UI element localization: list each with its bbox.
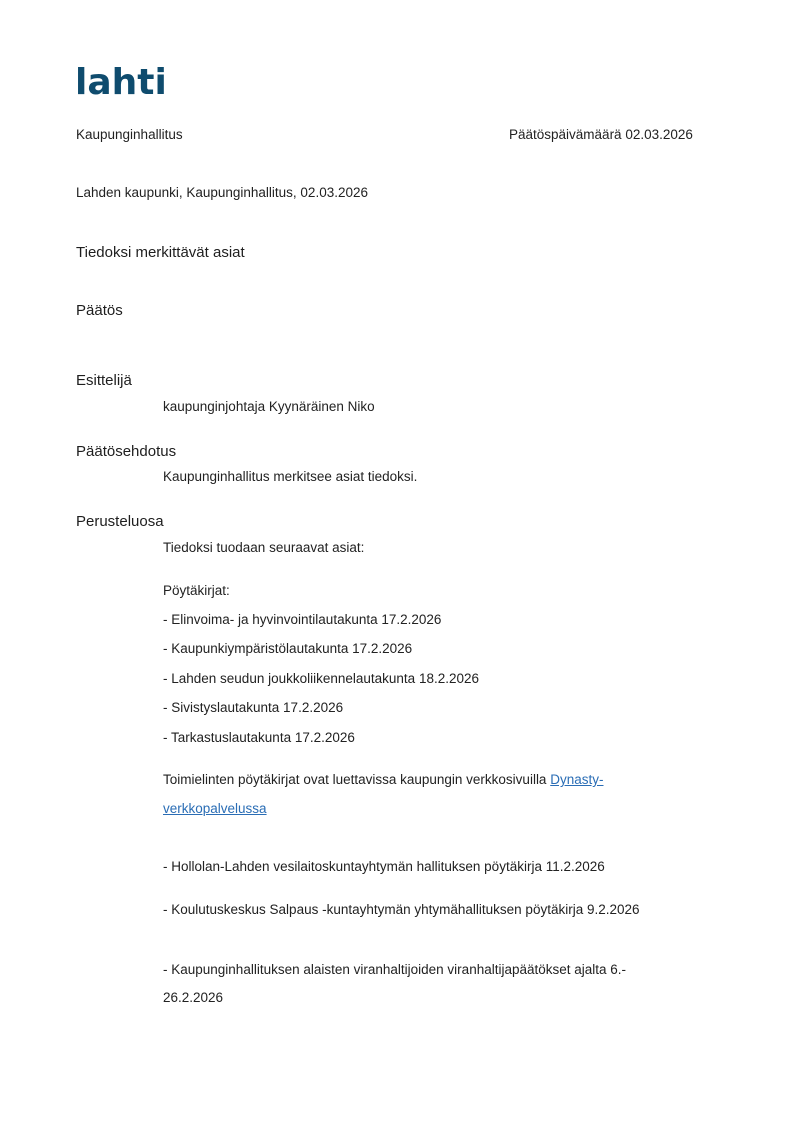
list-item-viranhaltija-cont: 26.2.2026 [163, 990, 224, 1005]
presenter-value: kaupunginjohtaja Kyynäräinen Niko [163, 399, 375, 414]
list-item: - Kaupunkiympäristölautakunta 17.2.2026 [163, 641, 413, 656]
list-item: - Tarkastuslautakunta 17.2.2026 [163, 730, 355, 745]
availability-line-2 [163, 801, 267, 816]
lahti-logo-graphic [75, 64, 167, 98]
dynasty-link[interactable]: Dynasty- [550, 772, 604, 787]
decision-heading: Päätös [76, 302, 123, 319]
rationale-heading: Perusteluosa [76, 513, 164, 530]
dynasty-link-continuation[interactable]: verkkopalvelussa [163, 801, 267, 816]
list-item-viranhaltija: - Kaupunginhallituksen alaisten viranhaltijoiden viranhaltijapäätökset ajalta 6.- [163, 962, 627, 977]
proposal-value: Kaupunginhallitus merkitsee asiat tiedoksi. [163, 469, 418, 484]
availability-line [163, 772, 603, 787]
proposal-heading: Päätösehdotus [76, 443, 177, 460]
lahti-logo-wordmark: lahti [75, 64, 167, 98]
list-item: - Sivistyslautakunta 17.2.2026 [163, 700, 344, 715]
minutes-heading: Pöytäkirjat: [163, 583, 230, 598]
list-item: - Lahden seudun joukkoliikennelautakunta 18.2.2026 [163, 671, 479, 686]
list-item-salpaus: - Koulutuskeskus Salpaus -kuntayhtymän yhtymähallituksen pöytäkirja 9.2.2026 [163, 902, 640, 917]
availability-text: Toimielinten pöytäkirjat ovat luettavissa kaupungin verkkosivuilla [163, 772, 547, 787]
header-body-name: Kaupunginhallitus [76, 127, 183, 142]
list-item-vesilaitos: - Hollolan-Lahden vesilaitoskuntayhtymän hallituksen pöytäkirja 11.2.2026 [163, 859, 605, 874]
list-item: - Elinvoima- ja hyvinvointilautakunta 17.2.2026 [163, 612, 442, 627]
rationale-intro: Tiedoksi tuodaan seuraavat asiat: [163, 540, 365, 555]
page-title: Tiedoksi merkittävät asiat [76, 244, 245, 261]
presenter-heading: Esittelijä [76, 372, 132, 389]
header-decision-date: Päätöspäivämäärä 02.03.2026 [509, 127, 693, 142]
meeting-line: Lahden kaupunki, Kaupunginhallitus, 02.03.2026 [76, 185, 368, 200]
lahti-logo [75, 64, 167, 98]
